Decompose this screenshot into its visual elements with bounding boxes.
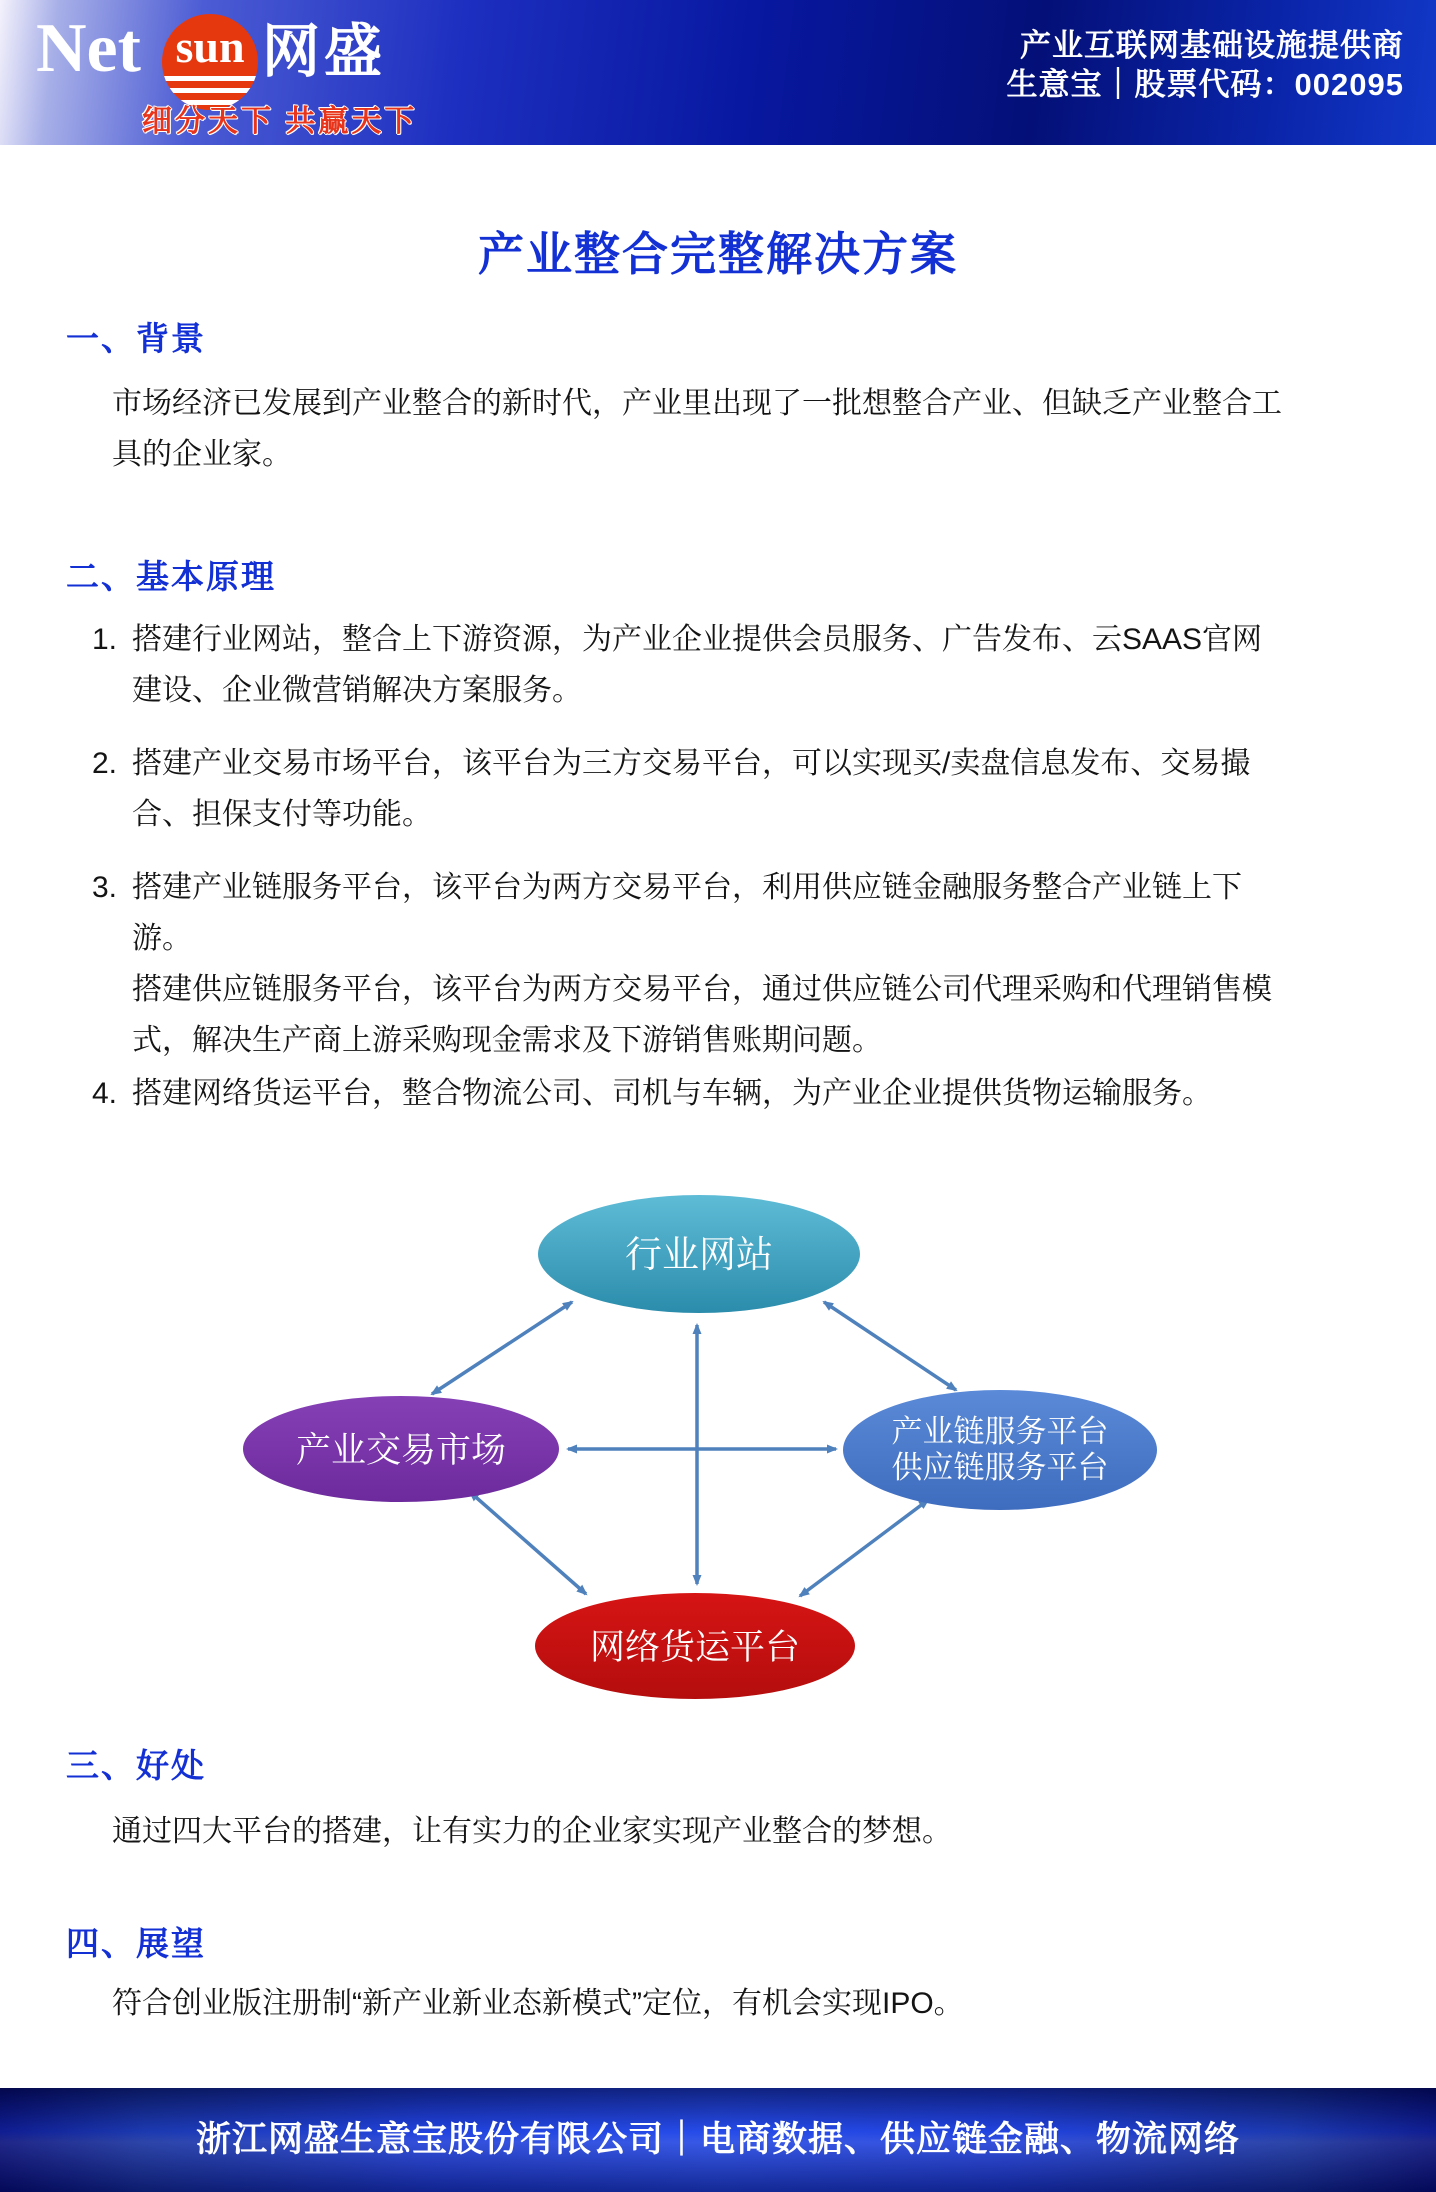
list-item-number: 2.: [92, 747, 118, 780]
logo-cn-text: 网盛: [262, 19, 387, 84]
diagram-node-industry-website: [538, 1195, 860, 1313]
diagram-node-chain-platform: [843, 1390, 1157, 1510]
sun-stripe: [162, 76, 258, 81]
list-item: [92, 862, 1322, 1066]
section-heading-benefits: 三、好处: [66, 1747, 206, 1784]
list-item-text: 搭建产业链服务平台，该平台为两方交易平台，利用供应链金融服务整合产业链上下游。: [132, 871, 1242, 955]
platform-diagram: [0, 1160, 1436, 1740]
arrow-top-left: [432, 1302, 572, 1394]
trade-market-label: 产业交易市场: [295, 1431, 507, 1470]
footer-text: 浙江网盛生意宝股份有限公司｜电商数据、供应链金融、物流网络: [195, 2120, 1240, 2159]
list-item-text: 搭建行业网站，整合上下游资源，为产业企业提供会员服务、广告发布、云SAAS官网建设、企业微营销解决方案服务。: [132, 623, 1263, 707]
header-right-text: [1007, 26, 1404, 104]
diagram-node-trade-market: [243, 1396, 559, 1502]
industry-website-label: 行业网站: [625, 1234, 773, 1275]
section-body-outlook: 符合创业版注册制“新产业新业态新模式”定位，有机会实现IPO。: [112, 1987, 964, 2020]
list-item: [92, 614, 1322, 716]
logo-sun-text: sun: [175, 21, 245, 72]
chain-platform-label-line2: 供应链服务平台: [891, 1450, 1109, 1485]
section-body-benefits: 通过四大平台的搭建，让有实力的企业家实现产业整合的梦想。: [112, 1815, 952, 1848]
list-item-text: 搭建产业交易市场平台，该平台为三方交易平台，可以实现买/卖盘信息发布、交易撮合、担保支付等功能。: [132, 747, 1251, 831]
section-body-background: 市场经济已发展到产业整合的新时代，产业里出现了一批想整合产业、但缺乏产业整合工具的企业家。: [112, 387, 1282, 471]
section-heading-outlook: 四、展望: [66, 1925, 206, 1962]
diagram-node-freight-platform: [535, 1593, 855, 1699]
freight-platform-label: 网络货运平台: [589, 1628, 801, 1667]
list-item: [92, 738, 1322, 840]
list-item-text: 搭建网络货运平台，整合物流公司、司机与车辆，为产业企业提供货物运输服务。: [132, 1077, 1212, 1110]
logo-tagline: 细分天下 共赢天下: [142, 105, 418, 138]
logo-net-text: Net: [36, 10, 141, 87]
header-slogan-line1: 产业互联网基础设施提供商: [1020, 28, 1404, 63]
section-heading-background: 一、背景: [66, 320, 206, 357]
list-item-number: 4.: [92, 1077, 118, 1110]
arrow-top-right: [824, 1302, 956, 1390]
footer-bar: [0, 2088, 1436, 2192]
list-item: [92, 1068, 1322, 1119]
list-item-number: 3.: [92, 871, 118, 904]
principles-list: [92, 614, 1322, 1119]
arrow-left-bottom: [470, 1492, 586, 1594]
sun-stripe: [162, 88, 258, 93]
list-item-extra-text: 搭建供应链服务平台，该平台为两方交易平台，通过供应链公司代理采购和代理销售模式，解决生产商上游采购现金需求及下游销售账期问题。: [132, 973, 1272, 1057]
netsun-logo: [0, 0, 420, 145]
list-item-number: 1.: [92, 623, 118, 656]
arrow-right-bottom: [800, 1500, 928, 1596]
page-title: 产业整合完整解决方案: [478, 228, 958, 280]
section-heading-principles: 二、基本原理: [66, 558, 276, 595]
chain-platform-label-line1: 产业链服务平台: [891, 1414, 1109, 1449]
header-bar: [0, 0, 1436, 145]
header-slogan-line2: 生意宝｜股票代码：002095: [1006, 67, 1404, 102]
